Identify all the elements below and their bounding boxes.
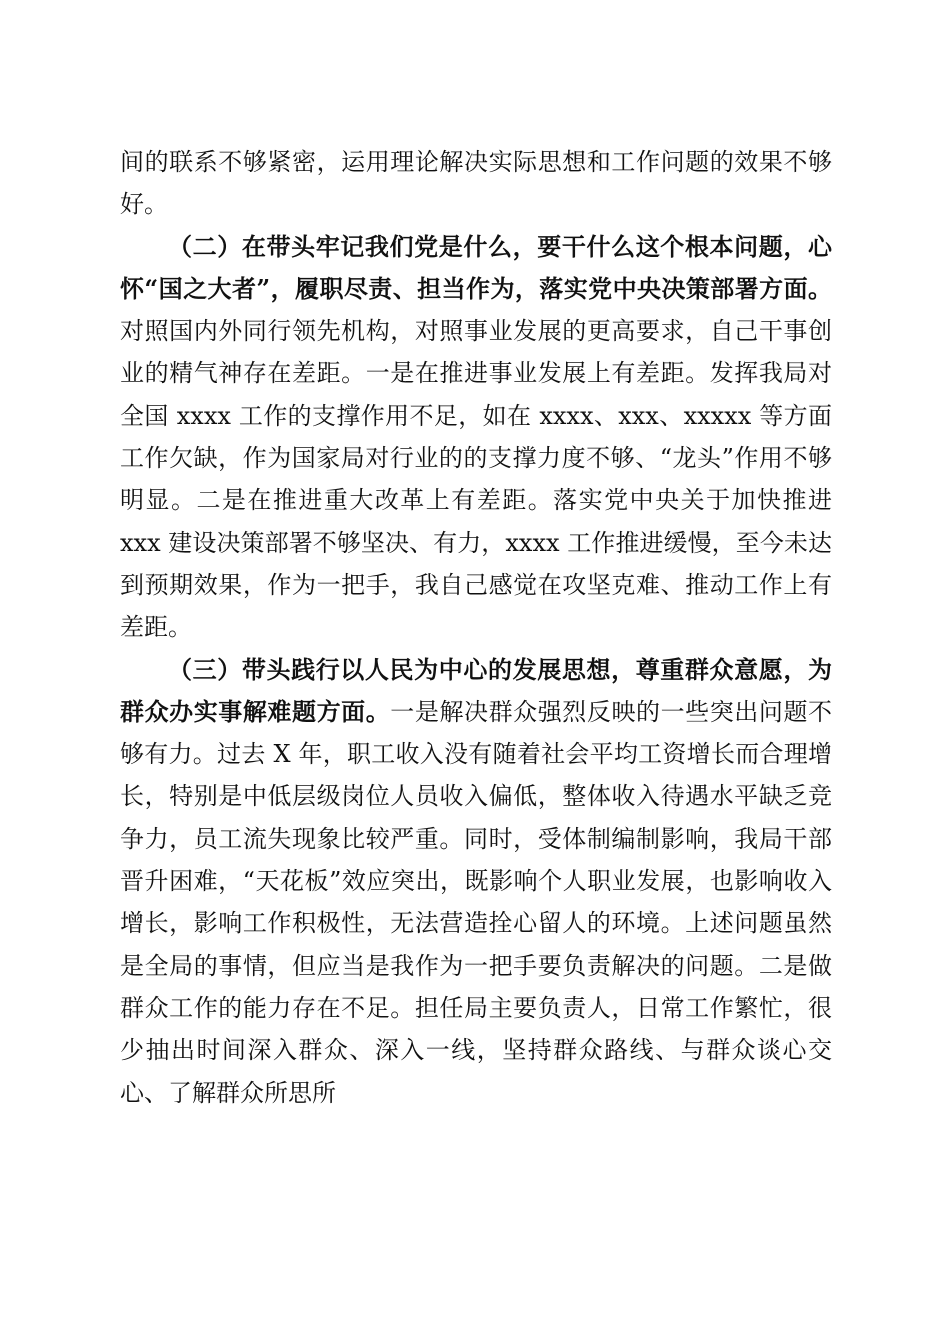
section-2-body: 对照国内外同行领先机构，对照事业发展的更高要求，自己干事创业的精气神存在差距。一是在推进事业发展上有差距。发挥我局对全国 xxxx 工作的支撑作用不足，如在 xxxx、xxx、xxxxx 等方面工作欠缺，作为国家局对行业的的支撑力度不够、“龙头”作用不够明显。二是在推进重大改革上有差距。落实党中央关于加快推进 xxx 建设决策部署不够坚决、有力，xxxx 工作推进缓慢，至今未达到预期效果，作为一把手，我自己感觉在攻坚克难、推动工作上有差距。 — [120, 317, 832, 642]
document-body — [120, 141, 832, 1114]
paragraph-continuation: 间的联系不够紧密，运用理论解决实际思想和工作问题的效果不够好。 — [120, 148, 832, 219]
paragraph-section-3 — [120, 649, 832, 1114]
section-2-heading: （二）在带头牢记我们党是什么，要干什么这个根本问题，心怀“国之大者”，履职尽责、担当作为，落实党中央决策部署方面。 — [120, 231, 832, 303]
section-3-heading: （三）带头践行以人民为中心的发展思想，尊重群众意愿，为群众办实事解难题方面。 — [120, 654, 832, 726]
section-3-body: 一是解决群众强烈反映的一些突出问题不够有力。过去 X 年，职工收入没有随着社会平均工资增长而合理增长，特别是中低层级岗位人员收入偏低，整体收入待遇水平缺乏竞争力，员工流失现象比较严重。同时，受体制编制影响，我局干部晋升困难，“天花板”效应突出，既影响个人职业发展，也影响收入增长，影响工作积极性，无法营造拴心留人的环境。上述问题虽然是全局的事情，但应当是我作为一把手要负责解决的问题。二是做群众工作的能力存在不足。担任局主要负责人，日常工作繁忙，很少抽出时间深入群众、深入一线，坚持群众路线、与群众谈心交心、了解群众所思所 — [120, 697, 833, 1107]
paragraph-section-2 — [120, 226, 832, 649]
